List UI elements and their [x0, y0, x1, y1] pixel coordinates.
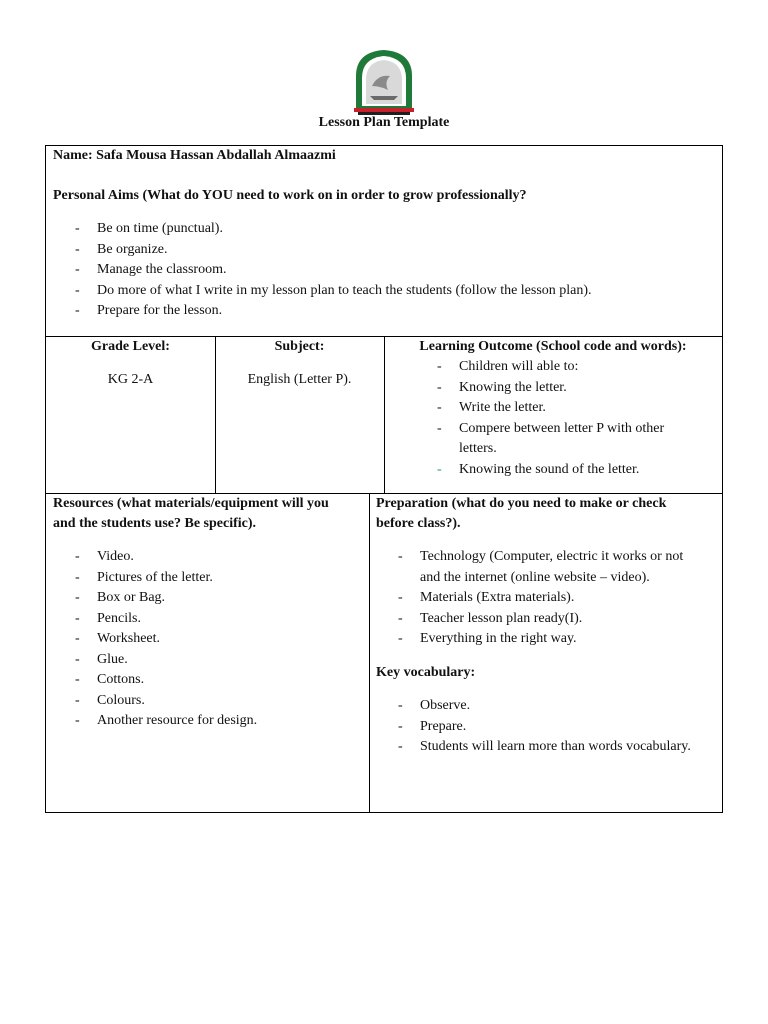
aims-list — [53, 219, 592, 322]
resources-preparation-section — [45, 493, 723, 813]
resources-heading-line2: and the students use? Be specific). — [53, 516, 257, 531]
personal-section — [45, 145, 723, 337]
list-item: - Students will learn more than words vocabulary. — [398, 739, 691, 754]
grade-value: KG 2-A — [107, 372, 154, 387]
list-item: - Observe. — [398, 698, 471, 713]
subject-value: English (Letter P). — [247, 372, 352, 387]
list-item: - Worksheet. — [75, 631, 161, 646]
list-item: letters. — [459, 441, 497, 456]
list-item: - Teacher lesson plan ready(I). — [398, 610, 583, 626]
list-item: and the internet (online website – video). — [420, 569, 650, 585]
list-item: - Prepare. — [398, 718, 467, 734]
list-item: - Knowing the letter. — [437, 379, 567, 395]
document-title: Lesson Plan Template — [318, 115, 450, 130]
list-item: - Pencils. — [75, 610, 141, 626]
resources-heading-line1: Resources (what materials/equipment will you — [53, 496, 329, 511]
list-item: - Cottons. — [75, 672, 145, 687]
vocab-heading: Key vocabulary: — [376, 665, 476, 680]
list-item: - Box or Bag. — [75, 590, 166, 605]
list-item: - Materials (Extra materials). — [398, 590, 575, 605]
list-item: - Do more of what I write in my lesson plan to teach the students (follow the lesson plan). — [75, 282, 592, 298]
details-section — [45, 336, 723, 494]
grade-label: Grade Level: — [91, 339, 170, 354]
list-item: - Pictures of the letter. — [75, 569, 213, 585]
list-item: - Write the letter. — [437, 400, 546, 415]
name-line: Name: Safa Mousa Hassan Abdallah Almaazmi — [53, 148, 336, 163]
list-item: - Be on time (punctual). — [75, 221, 223, 236]
list-item: - Colours. — [75, 692, 145, 708]
preparation-list — [376, 547, 683, 650]
aims-heading: Personal Aims (What do YOU need to work on in order to grow professionally? — [53, 188, 527, 203]
list-item: - Video. — [75, 549, 134, 564]
list-item: - Another resource for design. — [75, 713, 258, 728]
list-item: - Everything in the right way. — [398, 631, 577, 646]
preparation-heading-line2: before class?). — [376, 516, 461, 531]
school-crest-logo — [350, 46, 418, 116]
list-item: - Prepare for the lesson. — [75, 303, 223, 318]
list-item: - Manage the classroom. — [75, 262, 227, 277]
preparation-heading-line1: Preparation (what do you need to make or check — [376, 496, 667, 511]
outcome-list — [435, 357, 664, 480]
outcome-label: Learning Outcome (School code and words): — [419, 339, 687, 354]
subject-label: Subject: — [274, 339, 325, 354]
list-item: - Children will able to: — [437, 359, 579, 374]
list-item: - Be organize. — [75, 241, 168, 257]
list-item: - Glue. — [75, 651, 128, 667]
resources-list — [53, 547, 257, 732]
list-item: - Technology (Computer, electric it works or not — [398, 549, 684, 564]
vocab-list — [376, 696, 691, 758]
list-item: - Compere between letter P with other — [437, 420, 665, 436]
list-item: - Knowing the sound of the letter. — [437, 461, 640, 477]
